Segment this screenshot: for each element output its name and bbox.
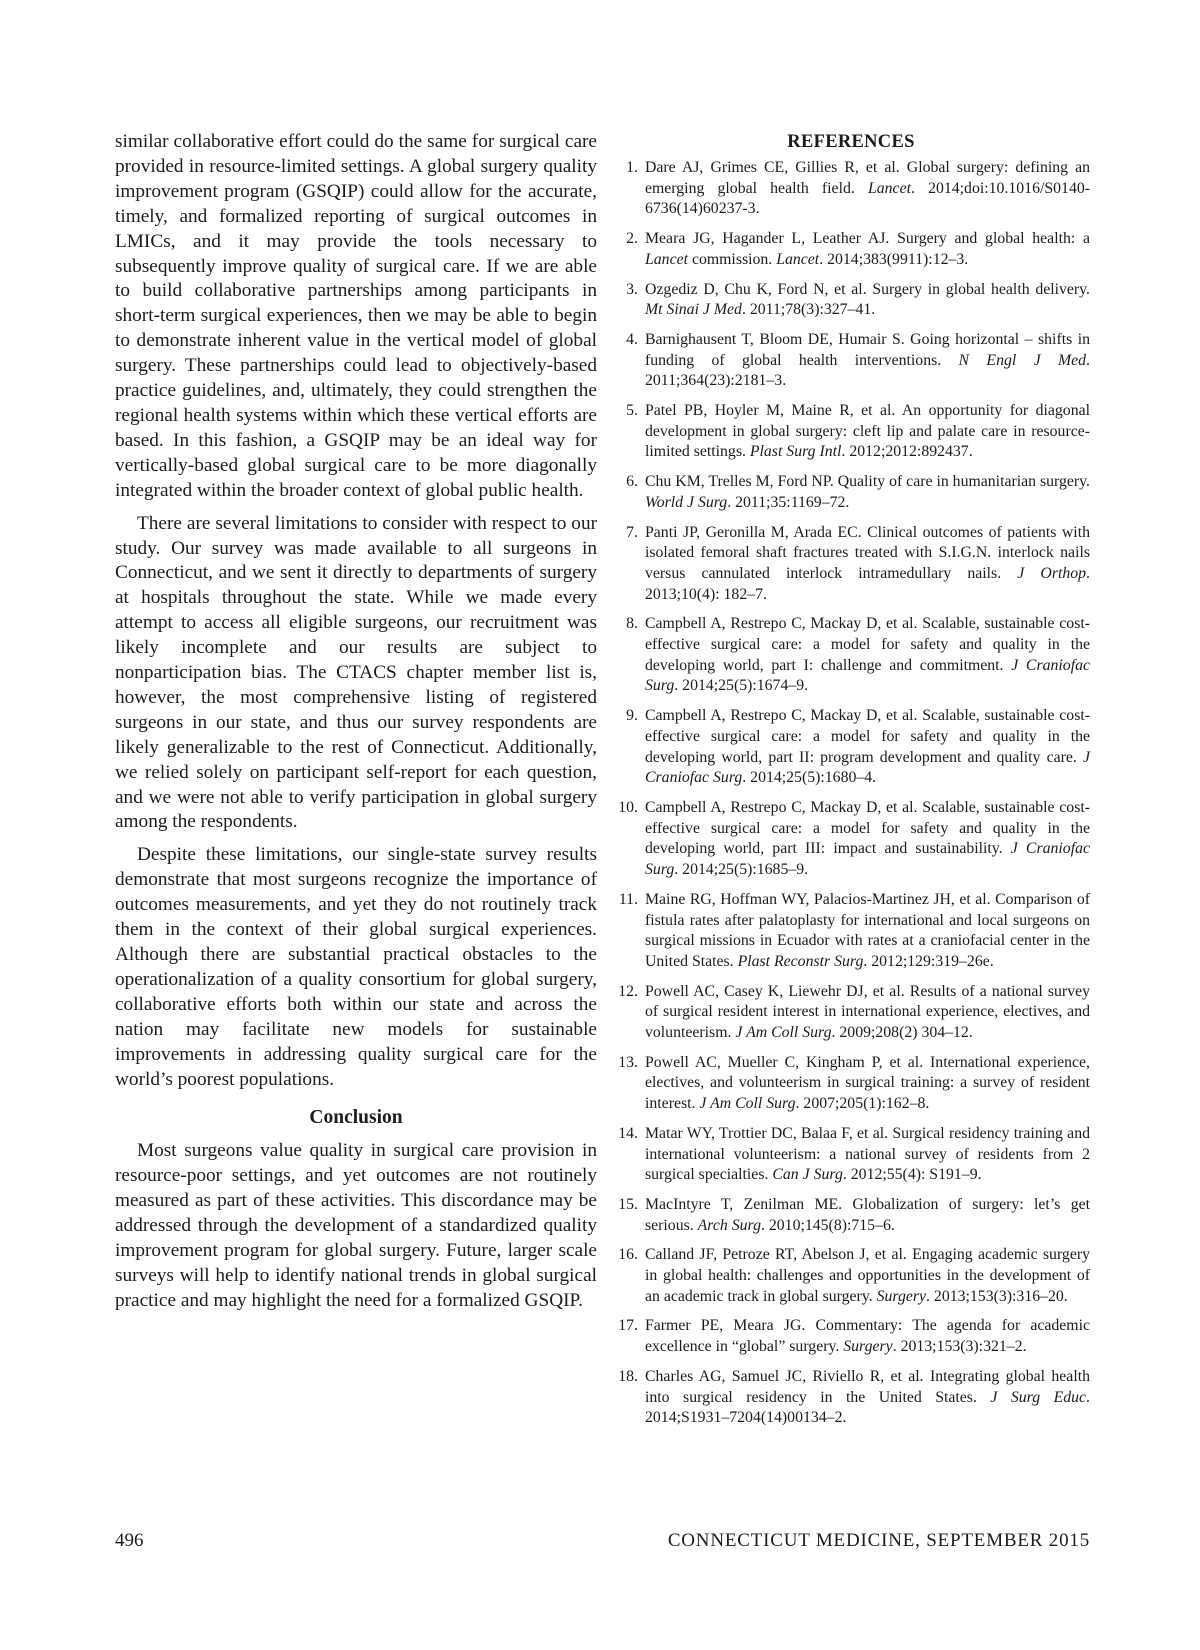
reference-journal: J Craniofac Surg: [645, 840, 1090, 879]
reference-number: 13.: [618, 1053, 638, 1071]
reference-number: 3.: [626, 280, 638, 298]
reference-item: [612, 330, 1090, 392]
reference-citation: . 2014;383(9911):12–3.: [819, 250, 969, 268]
reference-citation: . 2012;129:319–26e.: [863, 952, 994, 970]
reference-journal: Lancet: [867, 179, 911, 197]
reference-text: commission.: [688, 250, 777, 268]
reference-journal: Surgery: [876, 1287, 927, 1305]
reference-item: [612, 158, 1090, 220]
reference-item: [612, 1245, 1090, 1307]
reference-number: 9.: [626, 707, 638, 725]
reference-journal: Can J Surg: [772, 1166, 843, 1184]
reference-text: Patel PB, Hoyler M, Maine R, et al. An opportunity for diagonal development in global surgery: cleft lip and palate care in resource-limited settings.: [645, 402, 1090, 461]
reference-text: Calland JF, Petroze RT, Abelson J, et al. Engaging academic surgery in global health: challenges and opportunities in the development of an academic track in global surgery.: [645, 1246, 1090, 1305]
reference-item: [612, 523, 1090, 606]
reference-text: Farmer PE, Meara JG. Commentary: The agenda for academic excellence in “global” surgery.: [645, 1317, 1090, 1356]
reference-citation: . 2009;208(2) 304–12.: [831, 1024, 973, 1042]
page-footer: [115, 1530, 1090, 1560]
reference-number: 5.: [626, 402, 638, 420]
reference-journal: World J Surg: [645, 493, 728, 511]
reference-item: [612, 1195, 1090, 1236]
reference-text: Powell AC, Casey K, Liewehr DJ, et al. Results of a national survey of surgical resident interest in international experience, electives, and volunteerism.: [645, 982, 1090, 1042]
reference-text: Ozgediz D, Chu K, Ford N, et al. Surgery in global health delivery.: [645, 280, 1090, 298]
reference-journal: J Orthop: [1017, 564, 1087, 582]
left-column: [115, 130, 597, 1314]
reference-journal: Lancet: [645, 250, 688, 268]
conclusion-heading: Conclusion: [309, 1107, 403, 1129]
reference-number: 16.: [618, 1246, 638, 1264]
reference-number: 17.: [618, 1317, 638, 1335]
reference-citation: . 2013;153(3):321–2.: [892, 1338, 1027, 1356]
reference-citation: . 2011;364(23):2181–3.: [645, 351, 1090, 390]
reference-number: 4.: [626, 330, 638, 348]
reference-item: [612, 982, 1090, 1044]
right-column: [612, 132, 1090, 1438]
reference-journal: J Craniofac Surg: [645, 748, 1090, 787]
reference-citation: . 2014;doi:10.1016/S0140-6736(14)60237-3.: [645, 179, 1090, 218]
reference-journal: Mt Sinai J Med: [645, 301, 742, 319]
reference-number: 8.: [626, 615, 638, 633]
reference-journal: Plast Reconstr Surg: [737, 952, 864, 970]
reference-number: 11.: [618, 890, 638, 908]
reference-text: Maine RG, Hoffman WY, Palacios-Martinez JH, et al. Comparison of fistula rates after palatoplasty for international and local surgeons on surgical missions in Ecuador with rates at a craniofacial center in the United States.: [645, 890, 1090, 970]
reference-number: 6.: [626, 473, 638, 491]
reference-number: 10.: [618, 798, 638, 816]
reference-journal: Arch Surg: [697, 1216, 761, 1234]
reference-citation: . 2010;145(8):715–6.: [760, 1216, 895, 1234]
references-heading: REFERENCES: [787, 132, 915, 152]
reference-text: Powell AC, Mueller C, Kingham P, et al. International experience, electives, and volunteerism in surgical training: a survey of resident interest.: [645, 1053, 1090, 1113]
reference-citation: . 2013;10(4): 182–7.: [645, 564, 1090, 603]
reference-item: [612, 798, 1090, 881]
reference-number: 18.: [618, 1367, 638, 1385]
reference-number: 15.: [618, 1195, 638, 1213]
reference-text: Campbell A, Restrepo C, Mackay D, et al. Scalable, sustainable cost-effective surgical care: a model for safety and quality in the developing world, part II: program development and quality care.: [645, 707, 1090, 766]
reference-citation: . 2014;25(5):1680–4.: [742, 769, 877, 787]
reference-item: [612, 472, 1090, 513]
body-paragraph: similar collaborative effort could do the same for surgical care provided in resource-limited settings. A global surgery quality improvement program (GSQIP) could allow for the accurate, timely, and formalized reporting of surgical outcomes in LMICs, and it may provide the tools necessary to subsequently improve quality of surgical care. If we are able to build collaborative partnerships among participants in short-term surgical experiences, then we may be able to begin to demonstrate inherent value in the vertical model of global surgery. These partnerships could lead to objectively-based practice guidelines, and, ultimately, they could strengthen the regional health systems within which these vertical efforts are based. In this fashion, a GSQIP may be an ideal way for vertically-based global surgical care to be more diagonally integrated within the broader context of global public health.: [115, 131, 597, 501]
reference-item: [612, 1124, 1090, 1186]
reference-text: MacIntyre T, Zenilman ME. Globalization of surgery: let’s get serious.: [645, 1195, 1090, 1234]
reference-journal: J Craniofac Surg: [645, 656, 1090, 695]
reference-item: [612, 890, 1090, 973]
reference-item: [612, 229, 1090, 270]
reference-text: Meara JG, Hagander L, Leather AJ. Surgery and global health: a: [645, 230, 1090, 248]
reference-number: 12.: [618, 982, 638, 1000]
reference-item: [612, 706, 1090, 789]
reference-item: [612, 1367, 1090, 1429]
conclusion-paragraph: Most surgeons value quality in surgical care provision in resource-poor settings, and yet outcomes are not routinely measured as part of these activities. This discordance may be addressed through the development of a standardized quality improvement program for global surgery. Future, larger scale surveys will help to identify national trends in global surgical practice and may highlight the need for a formalized GSQIP.: [115, 1140, 597, 1311]
reference-citation: . 2014;25(5):1685–9.: [674, 861, 809, 879]
reference-text: Dare AJ, Grimes CE, Gillies R, et al. Global surgery: defining an emerging global health field.: [645, 159, 1090, 197]
references-list: [612, 158, 1090, 1429]
reference-citation: . 2014;S1931–7204(14)00134–2.: [645, 1388, 1090, 1427]
reference-text: Campbell A, Restrepo C, Mackay D, et al. Scalable, sustainable cost-effective surgical care: a model for safety and quality in the developing world, part III: impact and sustainability.: [645, 798, 1090, 858]
reference-citation: . 2011;35:1169–72.: [727, 493, 850, 511]
page-number: 496: [115, 1530, 144, 1551]
reference-text: Campbell A, Restrepo C, Mackay D, et al. Scalable, sustainable cost-effective surgical care: a model for safety and quality in the developing world, part I: challenge and commitment.: [645, 615, 1090, 674]
reference-journal: Surgery: [843, 1338, 893, 1356]
reference-citation: . 2012;2012:892437.: [841, 443, 973, 461]
reference-journal: N Engl J Med: [958, 351, 1087, 369]
reference-text: Matar WY, Trottier DC, Balaa F, et al. Surgical residency training and international volunteerism: a national survey of residents from 2 surgical specialties.: [645, 1124, 1090, 1184]
reference-journal: Lancet: [776, 250, 820, 268]
reference-number: 7.: [626, 523, 638, 541]
reference-number: 1.: [626, 159, 638, 176]
reference-journal: J Am Coll Surg: [735, 1024, 832, 1042]
reference-number: 14.: [618, 1124, 638, 1142]
reference-item: [612, 1053, 1090, 1115]
reference-text: Panti JP, Geronilla M, Arada EC. Clinical outcomes of patients with isolated femoral shaft fractures treated with S.I.G.N. interlock nails versus cannulated interlock intramedullary nails.: [645, 523, 1090, 582]
reference-citation: . 2007;205(1):162–8.: [795, 1095, 930, 1113]
reference-item: [612, 280, 1090, 321]
reference-item: [612, 614, 1090, 697]
reference-citation: . 2014;25(5):1674–9.: [674, 677, 809, 695]
body-paragraph: There are several limitations to consider with respect to our study. Our survey was made available to all surgeons in Connecticut, and we sent it directly to departments of surgery at hospitals throughout the state. While we made every attempt to access all eligible surgeons, our recruitment was likely incomplete and our results are subject to nonparticipation bias. The CTACS chapter member list is, however, the most comprehensive listing of registered surgeons in our state, and thus our survey respondents are likely generalizable to the rest of Connecticut. Additionally, we relied solely on participant self-report for each question, and we were not able to verify participation in global surgery among the respondents.: [115, 512, 597, 833]
reference-item: [612, 401, 1090, 463]
reference-text: Chu KM, Trelles M, Ford NP. Quality of care in humanitarian surgery.: [645, 473, 1090, 491]
reference-journal: J Am Coll Surg: [699, 1095, 796, 1113]
reference-item: [612, 1316, 1090, 1357]
reference-journal: Plast Surg Intl: [749, 443, 842, 461]
reference-citation: . 2013;153(3):316–20.: [926, 1287, 1068, 1305]
reference-citation: . 2012;55(4): S191–9.: [842, 1166, 982, 1184]
reference-text: Charles AG, Samuel JC, Riviello R, et al. Integrating global health into surgical residency in the United States.: [645, 1367, 1090, 1406]
reference-journal: J Surg Educ: [990, 1388, 1087, 1406]
journal-name: CONNECTICUT MEDICINE, SEPTEMBER 2015: [667, 1530, 1090, 1551]
reference-text: Barnighausent T, Bloom DE, Humair S. Going horizontal – shifts in funding of global health interventions.: [645, 330, 1090, 369]
reference-citation: . 2011;78(3):327–41.: [741, 301, 876, 319]
body-paragraph: Despite these limitations, our single-state survey results demonstrate that most surgeons recognize the importance of outcomes measurements, and yet they do not routinely track them in the context of their global surgical experiences. Although there are substantial practical obstacles to the operationalization of a quality consortium for global surgery, collaborative efforts both within our state and across the nation may facilitate new models for sustainable improvements in addressing quality surgical care for the world’s poorest populations.: [115, 844, 597, 1090]
reference-number: 2.: [626, 230, 638, 248]
